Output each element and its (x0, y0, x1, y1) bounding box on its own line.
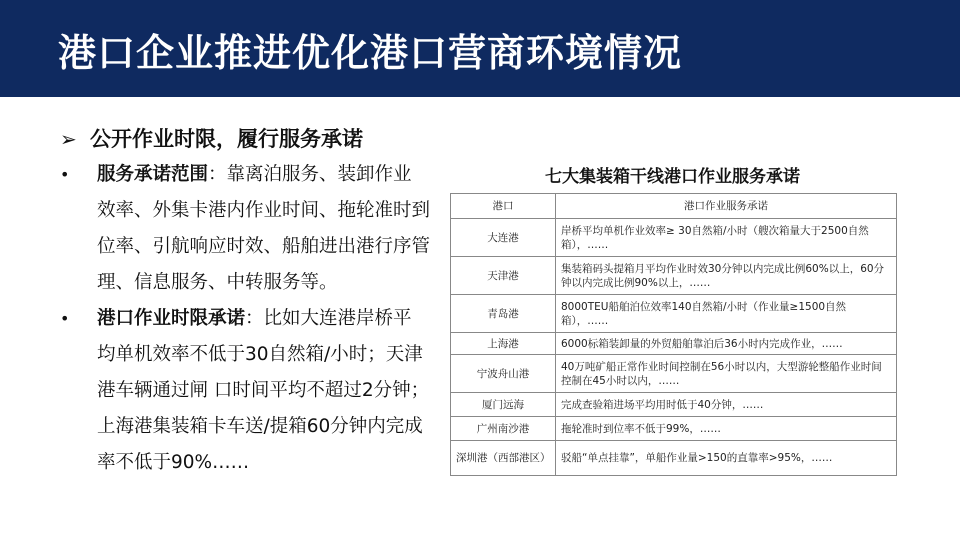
table-row (451, 393, 897, 417)
bullet-time-limit (60, 301, 430, 481)
column-header-commitment: 港口作业服务承诺 (556, 194, 897, 219)
bullet-text (97, 157, 430, 301)
port-cell: 深圳港（西部港区） (451, 441, 556, 476)
commitment-cell: 岸桥平均单机作业效率≥ 30自然箱/小时（艘次箱量大于2500自然箱），…… (556, 219, 897, 257)
page-title: 港口企业推进优化港口营商环境情况 (58, 31, 683, 75)
commitment-cell: 完成查验箱进场平均用时低于40分钟，…… (556, 393, 897, 417)
commitment-cell: 拖轮准时到位率不低于99%，…… (556, 417, 897, 441)
port-service-table (450, 193, 897, 476)
bullet-label: 港口作业时限承诺 (97, 308, 246, 329)
arrow-bullet-icon: ➢ (60, 127, 77, 151)
bullet-text (97, 301, 430, 481)
commitment-cell: 40万吨矿船正常作业时间控制在56小时以内，大型游轮整船作业时间控制在45小时以内，…… (556, 355, 897, 393)
table-row (451, 417, 897, 441)
bullet-dot-icon: • (60, 165, 70, 184)
section-heading (60, 123, 363, 153)
commitment-cell: 驳船“单点挂靠”，单船作业量>150的直靠率>95%，…… (556, 441, 897, 476)
section-heading-text: 公开作业时限，履行服务承诺 (90, 127, 363, 151)
column-header-port: 港口 (451, 194, 556, 219)
commitment-cell: 8000TEU船舶泊位效率140自然箱/小时（作业量≥1500自然箱），…… (556, 295, 897, 333)
bullet-colon: ： (245, 308, 264, 329)
port-cell: 宁波舟山港 (451, 355, 556, 393)
port-cell: 厦门远海 (451, 393, 556, 417)
commitment-cell: 6000标箱装卸量的外贸船舶靠泊后36小时内完成作业，…… (556, 333, 897, 355)
port-cell: 青岛港 (451, 295, 556, 333)
bullet-service-scope (60, 157, 430, 301)
port-cell: 天津港 (451, 257, 556, 295)
table-header-row (451, 194, 897, 219)
port-cell: 上海港 (451, 333, 556, 355)
bullet-body: 比如大连港岸桥平均单机效率不低于30自然箱/小时；天津港车辆通过闸 口时间平均不超过2分钟；上海港集装箱卡车送/提箱60分钟内完成率不低于90%…… (97, 308, 430, 473)
table-row (451, 257, 897, 295)
bullet-label: 服务承诺范围 (97, 164, 209, 185)
title-bar (0, 0, 960, 97)
table-row (451, 295, 897, 333)
commitment-cell: 集装箱码头提箱月平均作业时效30分钟以内完成比例60%以上，60分钟以内完成比例90%以上，…… (556, 257, 897, 295)
bullet-dot-icon: • (60, 309, 70, 328)
table-row (451, 355, 897, 393)
table-row (451, 219, 897, 257)
port-cell: 大连港 (451, 219, 556, 257)
table-title: 七大集装箱干线港口作业服务承诺 (545, 167, 800, 187)
table-row (451, 333, 897, 355)
bullet-colon: ： (208, 164, 227, 185)
port-cell: 广州南沙港 (451, 417, 556, 441)
table-row (451, 441, 897, 476)
bullet-body: 靠离泊服务、装卸作业效率、外集卡港内作业时间、拖轮准时到位率、引航响应时效、船舶进出港行序管理、信息服务、中转服务等。 (97, 164, 431, 293)
